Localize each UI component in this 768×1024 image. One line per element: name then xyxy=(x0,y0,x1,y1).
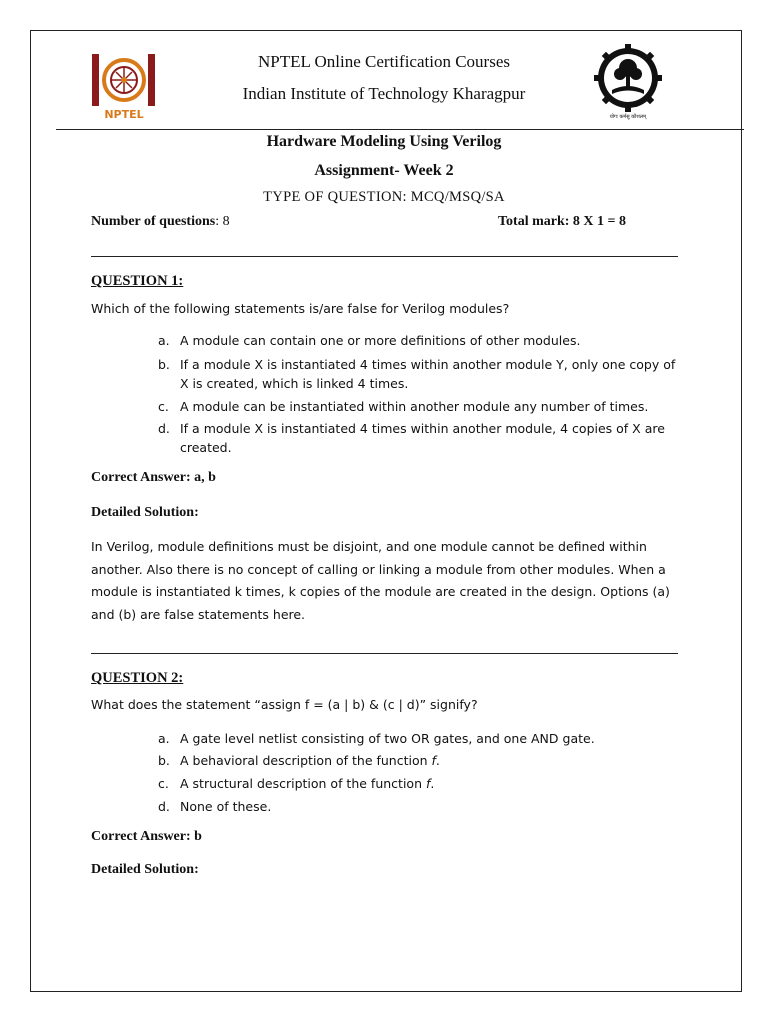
question-2-option-d xyxy=(158,797,688,816)
option-key: c. xyxy=(158,776,169,791)
option-key: d. xyxy=(158,799,170,814)
question-1-option-b xyxy=(158,355,688,393)
question-1-option-d xyxy=(158,419,688,457)
question-1-option-a xyxy=(158,331,688,350)
option-text: If a module X is instantiated 4 times within another module, 4 copies of X are created. xyxy=(180,421,665,455)
question-2-heading: QUESTION 2: xyxy=(91,670,184,686)
question-1-solution: In Verilog, module definitions must be disjoint, and one module cannot be defined within another. Also there is no concept of calling or linking a module from other modules. When a module is instantiated k times, k copies of the module are created in the design. Options (a) and (b) are false statements here. xyxy=(91,539,670,622)
iit-logo-motto: योगः कर्मसु कौशलम् xyxy=(609,114,647,120)
question-2-option-b xyxy=(158,751,688,770)
option-text: A gate level netlist consisting of two OR gates, and one AND gate. xyxy=(180,731,595,746)
function-name: f xyxy=(425,776,431,791)
total-marks: Total mark: 8 X 1 = 8 xyxy=(498,214,627,229)
section-divider-2 xyxy=(91,653,678,654)
answer-value: : b xyxy=(186,829,202,844)
question-1-solution-label: Detailed Solution: xyxy=(91,505,199,520)
question-1-heading: QUESTION 1: xyxy=(91,273,184,289)
header-divider xyxy=(56,129,744,130)
assignment-title: Assignment- Week 2 xyxy=(314,162,454,179)
header-line-2: Indian Institute of Technology Kharagpur xyxy=(242,84,526,103)
option-text: A structural description of the function f. xyxy=(180,776,435,791)
question-2-option-a xyxy=(158,729,688,748)
section-divider-1 xyxy=(91,256,678,257)
header-line-1: NPTEL Online Certification Courses xyxy=(258,52,510,71)
question-2-solution-label: Detailed Solution: xyxy=(91,862,199,877)
function-name: f xyxy=(431,753,436,768)
question-1-option-c xyxy=(158,397,688,416)
course-title: Hardware Modeling Using Verilog xyxy=(266,133,502,150)
option-text: None of these. xyxy=(180,799,272,814)
option-text: A module can contain one or more definitions of other modules. xyxy=(180,333,581,348)
answer-value: : a, b xyxy=(186,470,216,485)
question-2-option-c xyxy=(158,774,688,793)
option-text: A behavioral description of the function f. xyxy=(180,753,440,768)
nptel-logo-text: NPTEL xyxy=(104,108,144,121)
question-type: TYPE OF QUESTION: MCQ/MSQ/SA xyxy=(263,189,505,205)
num-questions-value: : 8 xyxy=(215,214,230,229)
option-key: d. xyxy=(158,421,170,436)
question-1-answer xyxy=(91,470,216,486)
question-2-answer xyxy=(91,829,202,845)
option-key: c. xyxy=(158,399,169,414)
option-text: If a module X is instantiated 4 times within another module Y, only one copy of X is created, which is linked 4 times. xyxy=(180,357,676,391)
option-key: a. xyxy=(158,731,170,746)
option-key: b. xyxy=(158,357,170,372)
question-2-text: What does the statement “assign f = (a | b) & (c | d)” signify? xyxy=(91,697,478,712)
option-key: a. xyxy=(158,333,170,348)
number-of-questions xyxy=(91,214,230,230)
question-1-text: Which of the following statements is/are false for Verilog modules? xyxy=(91,301,510,316)
answer-label: Correct Answer xyxy=(91,470,186,485)
answer-label: Correct Answer xyxy=(91,829,186,844)
num-questions-label: Number of questions xyxy=(91,214,216,229)
option-text: A module can be instantiated within another module any number of times. xyxy=(180,399,649,414)
option-key: b. xyxy=(158,753,170,768)
